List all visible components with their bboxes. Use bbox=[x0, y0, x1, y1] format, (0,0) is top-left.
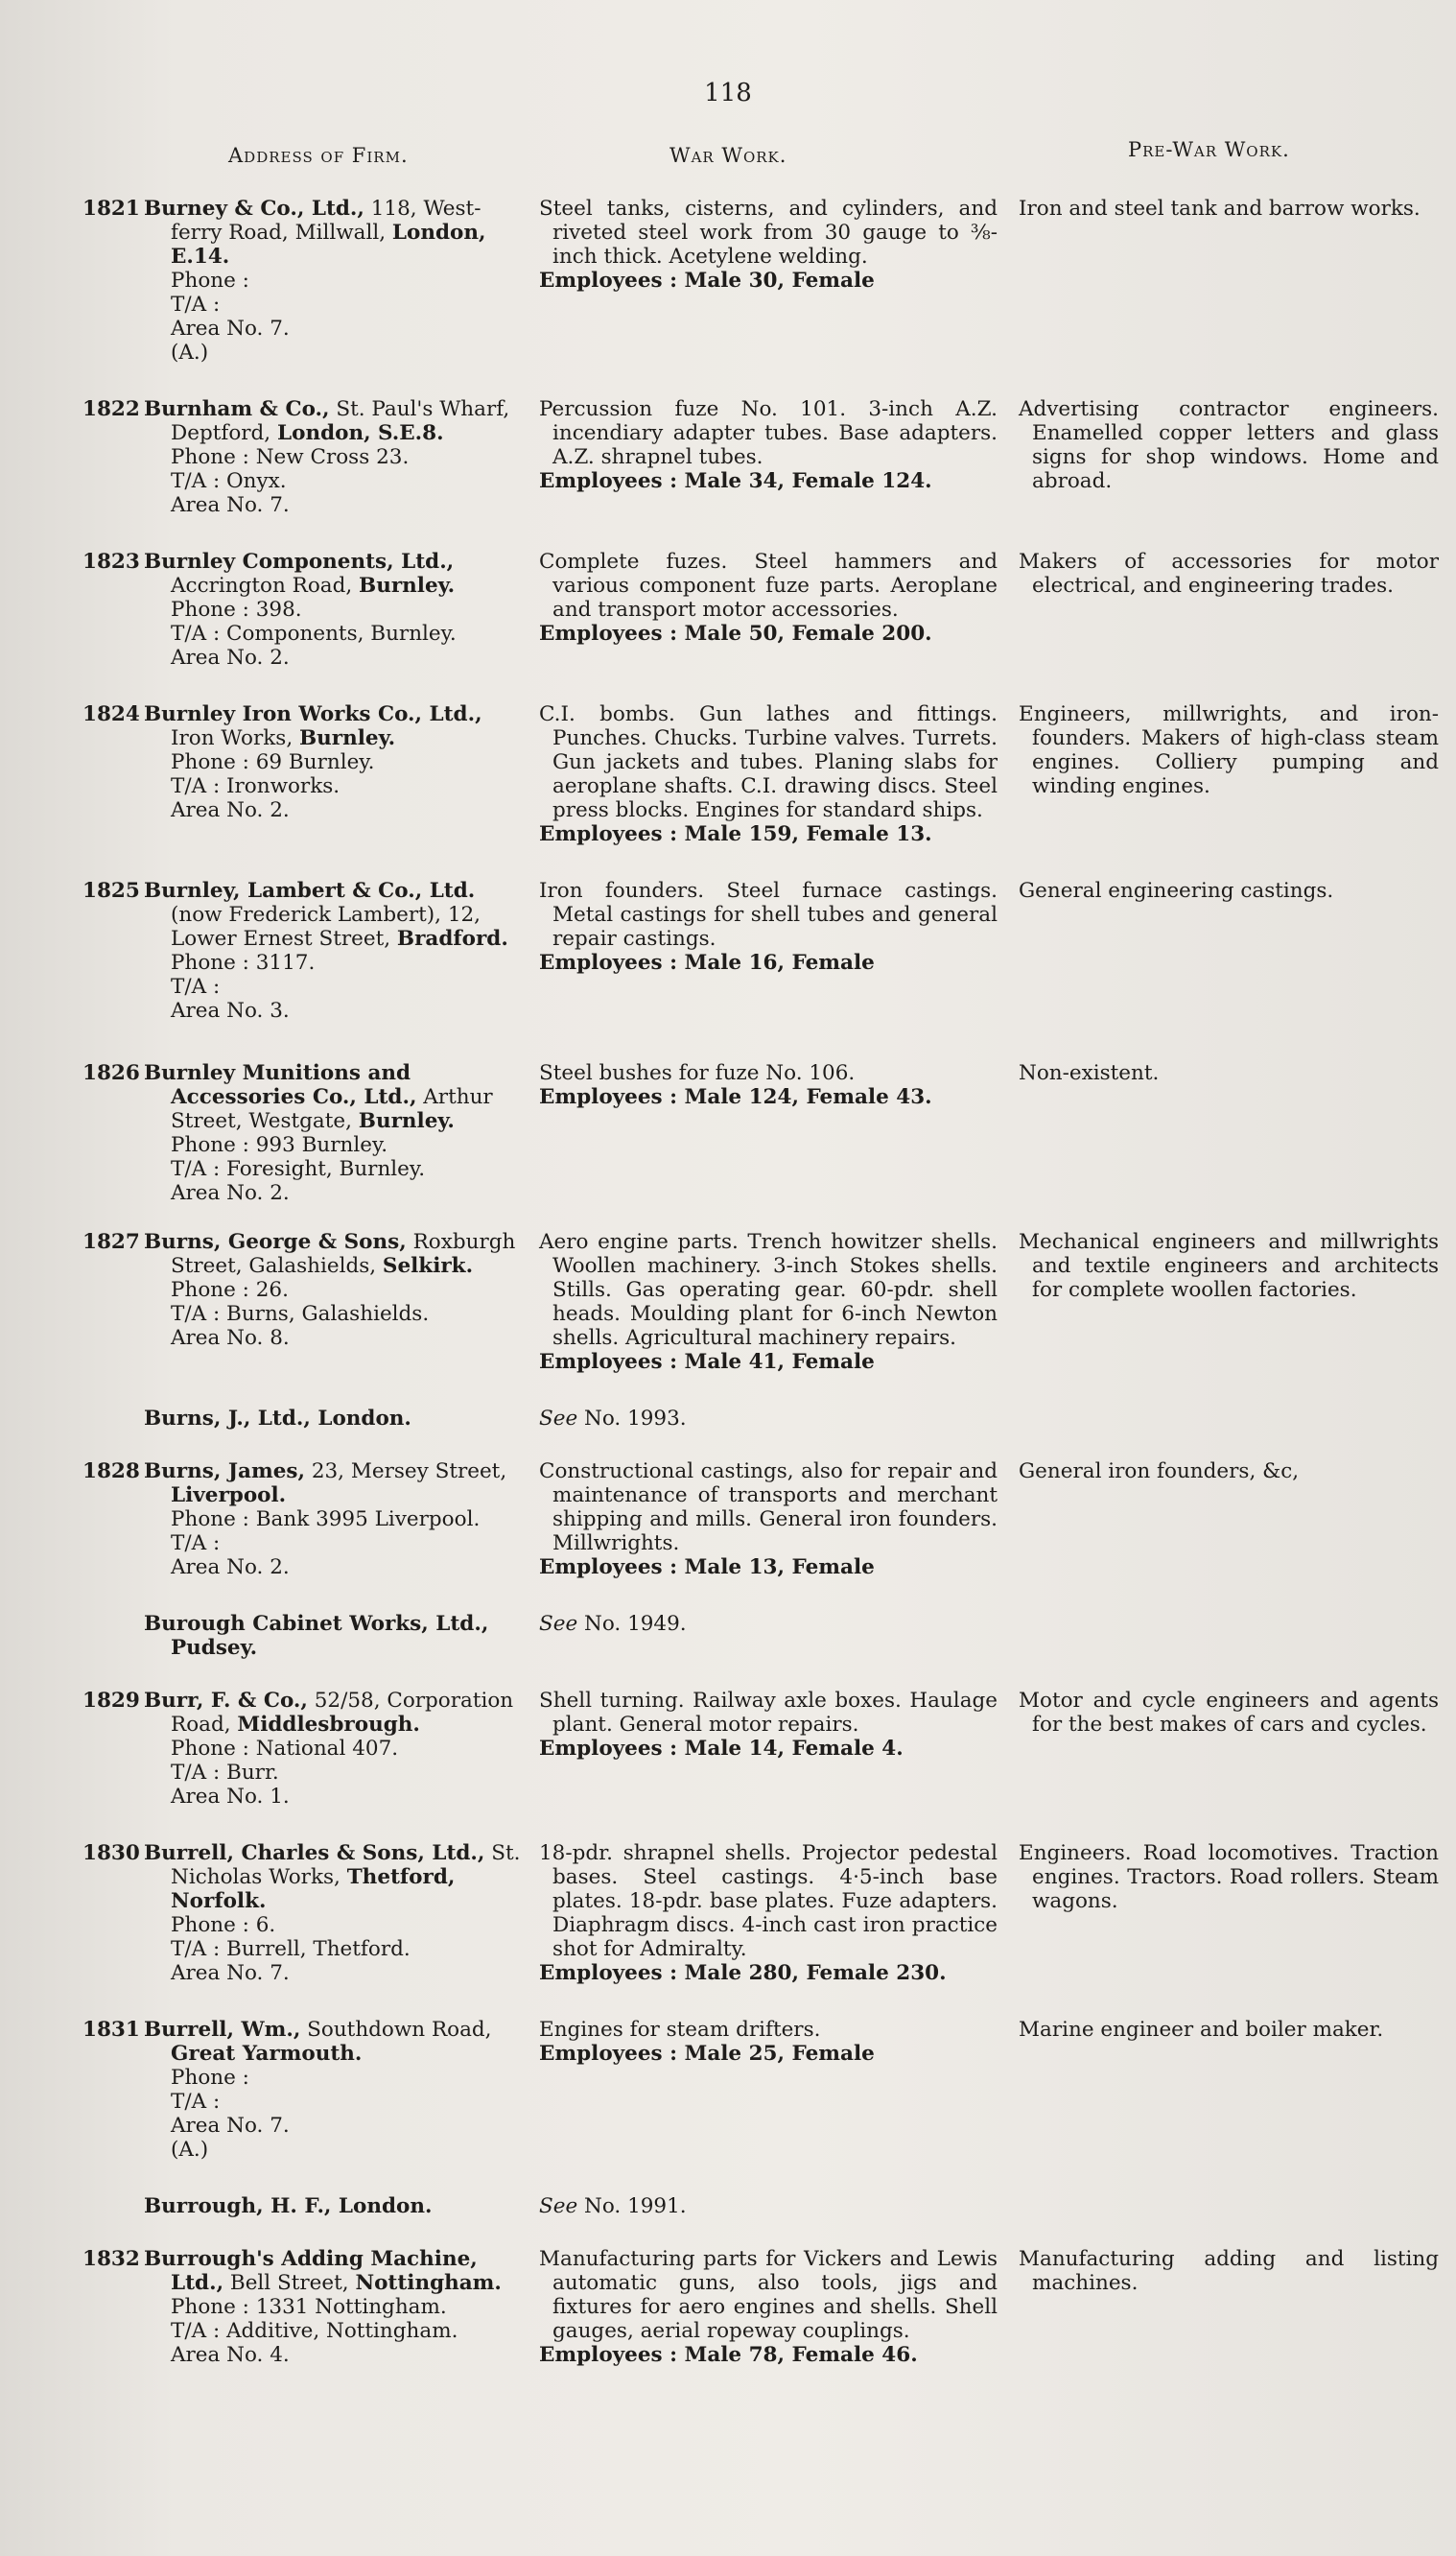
pre-war-work bbox=[1019, 1612, 1439, 1660]
pre-war-work: General iron founders, &c, bbox=[1019, 1459, 1300, 1483]
contact-detail: T/A : bbox=[171, 2090, 221, 2114]
firm-address bbox=[144, 879, 539, 1023]
contact-detail: (A.) bbox=[171, 341, 209, 365]
war-work-text: Shell turning. Railway axle boxes. Haulage plant. General motor repairs. bbox=[539, 1689, 998, 1737]
contact-detail: T/A : Ironworks. bbox=[171, 774, 341, 798]
entry-number: 1826 bbox=[82, 1061, 140, 1085]
firm-address bbox=[144, 702, 539, 846]
employees-count: Employees : Male 34, Female 124. bbox=[539, 469, 932, 493]
firm-name: Burnley Components, Ltd., bbox=[144, 550, 455, 574]
contact-detail: Area No. 7. bbox=[171, 493, 290, 517]
street-address: Southdown Road, bbox=[307, 2018, 492, 2042]
war-work bbox=[539, 1061, 1019, 1205]
page-number: 118 bbox=[704, 79, 752, 107]
firm-address bbox=[144, 2194, 539, 2218]
entry-number bbox=[82, 2194, 144, 2218]
firm-address bbox=[144, 1689, 539, 1809]
town: Liverpool. bbox=[171, 1483, 287, 1507]
pre-war-work: Mechanical engineers and millwrights and textile engineers and architects for complete woollen factories. bbox=[1019, 1230, 1439, 1302]
firm-name: Burnley, Lambert & Co., Ltd. bbox=[144, 879, 476, 903]
firm-address bbox=[144, 1230, 539, 1374]
directory-entry bbox=[82, 397, 1439, 517]
contact-detail: Phone : 993 Burnley. bbox=[171, 1133, 388, 1157]
town: Selkirk. bbox=[382, 1254, 474, 1278]
contact-detail: Phone : National 407. bbox=[171, 1737, 399, 1761]
employees-count: Employees : Male 280, Female 230. bbox=[539, 1961, 947, 1985]
contact-detail: Area No. 2. bbox=[171, 646, 290, 670]
firm-address bbox=[144, 1841, 539, 1985]
war-work bbox=[539, 2247, 1019, 2367]
directory-entry bbox=[82, 1061, 1425, 1205]
employees-count: Employees : Male 159, Female 13. bbox=[539, 822, 932, 846]
directory-entry bbox=[82, 1612, 1425, 1660]
firm-name: Burnley Munitions and Accessories Co., Ltd., bbox=[144, 1061, 417, 1109]
firm-address bbox=[144, 1061, 539, 1205]
contact-detail: T/A : Foresight, Burnley. bbox=[171, 1157, 426, 1181]
directory-entry bbox=[82, 1689, 1439, 1809]
firm-address bbox=[144, 397, 539, 517]
contact-detail: T/A : bbox=[171, 293, 221, 317]
firm-address bbox=[144, 2247, 539, 2367]
entry-list bbox=[82, 197, 1439, 2400]
pre-war-work: Makers of accessories for motor electrical, and engineering trades. bbox=[1019, 550, 1439, 598]
war-work bbox=[539, 702, 1019, 846]
pre-war-work: General engineering castings. bbox=[1019, 879, 1334, 903]
town: Bradford. bbox=[396, 927, 508, 951]
entry-number: 1832 bbox=[82, 2247, 140, 2271]
contact-detail: Area No. 1. bbox=[171, 1785, 290, 1809]
war-work-text: Manufacturing parts for Vickers and Lewis automatic guns, also tools, jigs and fixtures for aero engines and shells. Shell gauges, aerial ropeway couplings. bbox=[539, 2247, 998, 2343]
pre-war-work bbox=[1019, 1407, 1439, 1431]
see-reference: See bbox=[539, 1407, 578, 1431]
firm-name: Burney & Co., Ltd., bbox=[144, 197, 364, 221]
directory-entry bbox=[82, 550, 1439, 670]
town: Burnley. bbox=[358, 1109, 455, 1133]
pre-war-work bbox=[1019, 2194, 1439, 2218]
employees-count: Employees : Male 41, Female bbox=[539, 1350, 875, 1374]
directory-entry bbox=[82, 1230, 1439, 1374]
employees-count: Employees : Male 16, Female bbox=[539, 951, 875, 975]
employees-count: Employees : Male 124, Female 43. bbox=[539, 1085, 932, 1109]
firm-address bbox=[144, 1407, 539, 1431]
street-address: Roxburgh Street, Galashields, bbox=[171, 1230, 516, 1278]
entry-number bbox=[82, 1612, 144, 1660]
entry-number: 1823 bbox=[82, 550, 140, 574]
town: Great Yarmouth. bbox=[171, 2042, 363, 2066]
directory-entry bbox=[82, 197, 1425, 365]
employees-count: Employees : Male 30, Female bbox=[539, 269, 875, 293]
directory-entry bbox=[82, 1459, 1425, 1579]
war-work bbox=[539, 1230, 1019, 1374]
firm-name: Burns, George & Sons, bbox=[144, 1230, 407, 1254]
town: Thetford, Norfolk. bbox=[171, 1865, 456, 1913]
war-work bbox=[539, 1689, 1019, 1809]
war-work-text: Complete fuzes. Steel hammers and various component fuze parts. Aeroplane and transport motor accessories. bbox=[539, 550, 998, 622]
war-work-text: 18-pdr. shrapnel shells. Projector pedestal bases. Steel castings. 4·5-inch base plates. 18-pdr. base plates. Fuze adapters. Diaphragm discs. 4-inch cast iron practice shot for Admiralty. bbox=[539, 1841, 998, 1961]
street-address: (now Frederick Lambert), 12, Lower Ernest Street, bbox=[171, 903, 481, 951]
entry-number: 1825 bbox=[82, 879, 140, 903]
war-work bbox=[539, 879, 1019, 1023]
firm-address bbox=[144, 197, 539, 365]
firm-address bbox=[144, 1612, 539, 1660]
firm-name: Burns, J., Ltd., London. bbox=[144, 1407, 411, 1431]
firm-address bbox=[144, 550, 539, 670]
contact-detail: Area No. 2. bbox=[171, 1181, 290, 1205]
street-address: 52/58, Corporation Road, bbox=[171, 1689, 514, 1737]
contact-detail: T/A : bbox=[171, 1531, 221, 1555]
contact-detail: Phone : 26. bbox=[171, 1278, 289, 1302]
street-address: 23, Mersey Street, bbox=[311, 1459, 507, 1483]
firm-name: Burns, James, bbox=[144, 1459, 305, 1483]
firm-name: Burrell, Charles & Sons, Ltd., bbox=[144, 1841, 485, 1865]
contact-detail: T/A : Burrell, Thetford. bbox=[171, 1937, 411, 1961]
street-address: Iron Works, bbox=[171, 726, 294, 750]
contact-detail: Phone : New Cross 23. bbox=[171, 445, 410, 469]
entry-number: 1829 bbox=[82, 1689, 140, 1713]
pre-war-work: Marine engineer and boiler maker. bbox=[1019, 2018, 1384, 2042]
war-work-text: Aero engine parts. Trench howitzer shells. Woollen machinery. 3-inch Stokes shells. Stills. Gas operating gear. 60-pdr. shell heads. Moulding plant for 6-inch Newton shells. Agricultural machinery repairs. bbox=[539, 1230, 998, 1350]
war-work bbox=[539, 2194, 1019, 2218]
firm-name: Burrell, Wm., bbox=[144, 2018, 301, 2042]
directory-entry bbox=[82, 2018, 1425, 2162]
war-work bbox=[539, 1459, 1019, 1579]
contact-detail: Area No. 3. bbox=[171, 999, 290, 1023]
war-work bbox=[539, 397, 1019, 517]
pre-war-work: Non-existent. bbox=[1019, 1061, 1160, 1085]
war-work bbox=[539, 2018, 1019, 2162]
contact-detail: Phone : 1331 Nottingham. bbox=[171, 2295, 447, 2319]
town: Burnley. bbox=[359, 574, 456, 598]
contact-detail: Phone : Bank 3995 Liverpool. bbox=[171, 1507, 481, 1531]
column-header-address: Address of Firm. bbox=[228, 144, 409, 167]
street-address: St. Nicholas Works, bbox=[171, 1841, 521, 1889]
war-work-text: Iron founders. Steel furnace castings. Metal castings for shell tubes and general repair castings. bbox=[539, 879, 998, 951]
war-work-text: Percussion fuze No. 101. 3-inch A.Z. incendiary adapter tubes. Base adapters. A.Z. shrapnel tubes. bbox=[539, 397, 998, 469]
war-work bbox=[539, 1407, 1019, 1431]
war-work bbox=[539, 197, 1019, 365]
employees-count: Employees : Male 78, Female 46. bbox=[539, 2343, 918, 2367]
contact-detail: Area No. 7. bbox=[171, 1961, 290, 1985]
column-header-pre-war-work: Pre-War Work. bbox=[1128, 138, 1290, 161]
contact-detail: T/A : Burr. bbox=[171, 1761, 279, 1785]
pre-war-work: Engineers, millwrights, and iron-founders. Makers of high-class steam engines. Colliery pumping and winding engines. bbox=[1019, 702, 1439, 798]
entry-number: 1828 bbox=[82, 1459, 140, 1483]
war-work bbox=[539, 1841, 1019, 1985]
contact-detail: Phone : 398. bbox=[171, 598, 302, 622]
war-work-text: No. 1993. bbox=[584, 1407, 687, 1431]
entry-number bbox=[82, 1407, 144, 1431]
entry-number: 1824 bbox=[82, 702, 140, 726]
entry-number: 1827 bbox=[82, 1230, 140, 1254]
contact-detail: Area No. 8. bbox=[171, 1326, 290, 1350]
column-header-war-work: War Work. bbox=[669, 144, 787, 167]
firm-name: Burrough's Adding Machine, Ltd., bbox=[144, 2247, 478, 2295]
firm-name: Burr, F. & Co., bbox=[144, 1689, 308, 1713]
firm-name: Burough Cabinet Works, Ltd., Pudsey. bbox=[144, 1612, 489, 1660]
town: Middlesbrough. bbox=[237, 1713, 420, 1737]
directory-entry bbox=[82, 1407, 1425, 1431]
employees-count: Employees : Male 14, Female 4. bbox=[539, 1737, 904, 1761]
town: London, S.E.8. bbox=[276, 421, 444, 445]
war-work-text: Steel bushes for fuze No. 106. bbox=[539, 1061, 856, 1085]
street-address: Bell Street, bbox=[229, 2271, 349, 2295]
pre-war-work: Engineers. Road locomotives. Traction engines. Tractors. Road rollers. Steam wagons. bbox=[1019, 1841, 1439, 1913]
street-address: 118, West-ferry Road, Millwall, bbox=[171, 197, 481, 245]
contact-detail: Phone : 6. bbox=[171, 1913, 276, 1937]
entry-number: 1830 bbox=[82, 1841, 140, 1865]
street-address: Arthur Street, Westgate, bbox=[171, 1085, 493, 1133]
entry-number: 1822 bbox=[82, 397, 140, 421]
contact-detail: T/A : Burns, Galashields. bbox=[171, 1302, 430, 1326]
town: London, E.14. bbox=[171, 221, 486, 269]
contact-detail: Area No. 7. bbox=[171, 2114, 290, 2138]
firm-address bbox=[144, 2018, 539, 2162]
contact-detail: T/A : Onyx. bbox=[171, 469, 287, 493]
contact-detail: (A.) bbox=[171, 2138, 209, 2162]
entry-number: 1821 bbox=[82, 197, 140, 221]
directory-entry bbox=[82, 2194, 1425, 2218]
employees-count: Employees : Male 13, Female bbox=[539, 1555, 875, 1579]
war-work bbox=[539, 1612, 1019, 1660]
firm-name: Burnham & Co., bbox=[144, 397, 330, 421]
contact-detail: T/A : bbox=[171, 975, 221, 999]
contact-detail: Area No. 7. bbox=[171, 317, 290, 341]
war-work-text: No. 1991. bbox=[584, 2194, 687, 2218]
directory-entry bbox=[82, 879, 1425, 1023]
town: Nottingham. bbox=[355, 2271, 502, 2295]
pre-war-work: Advertising contractor engineers. Enamelled copper letters and glass signs for shop windows. Home and abroad. bbox=[1019, 397, 1439, 493]
employees-count: Employees : Male 25, Female bbox=[539, 2042, 875, 2066]
employees-count: Employees : Male 50, Female 200. bbox=[539, 622, 932, 646]
street-address: Accrington Road, bbox=[171, 574, 353, 598]
war-work-text: Constructional castings, also for repair and maintenance of transports and merchant shipping and mills. General iron founders. Millwrights. bbox=[539, 1459, 998, 1555]
contact-detail: Phone : bbox=[171, 2066, 249, 2090]
contact-detail: Phone : bbox=[171, 269, 249, 293]
contact-detail: Area No. 4. bbox=[171, 2343, 290, 2367]
war-work-text: Steel tanks, cisterns, and cylinders, and riveted steel work from 30 gauge to ⅜-inch thick. Acetylene welding. bbox=[539, 197, 998, 269]
firm-address bbox=[144, 1459, 539, 1579]
war-work bbox=[539, 550, 1019, 670]
directory-entry bbox=[82, 2247, 1439, 2367]
contact-detail: T/A : Additive, Nottingham. bbox=[171, 2319, 458, 2343]
directory-entry bbox=[82, 1841, 1439, 1985]
town: Burnley. bbox=[299, 726, 396, 750]
war-work-text: No. 1949. bbox=[584, 1612, 687, 1636]
pre-war-work: Manufacturing adding and listing machines. bbox=[1019, 2247, 1439, 2295]
street-address: St. Paul's Wharf, Deptford, bbox=[171, 397, 510, 445]
war-work-text: Engines for steam drifters. bbox=[539, 2018, 821, 2042]
war-work-text: C.I. bombs. Gun lathes and fittings. Punches. Chucks. Turbine valves. Turrets. Gun jackets and tubes. Planing slabs for aeroplane shafts. C.I. drawing discs. Steel press blocks. Engines for standard ships. bbox=[539, 702, 998, 822]
pre-war-work: Iron and steel tank and barrow works. bbox=[1019, 197, 1421, 221]
contact-detail: Area No. 2. bbox=[171, 1555, 290, 1579]
firm-name: Burrough, H. F., London. bbox=[144, 2194, 433, 2218]
firm-name: Burnley Iron Works Co., Ltd., bbox=[144, 702, 482, 726]
see-reference: See bbox=[539, 2194, 578, 2218]
contact-detail: T/A : Components, Burnley. bbox=[171, 622, 457, 646]
contact-detail: Area No. 2. bbox=[171, 798, 290, 822]
entry-number: 1831 bbox=[82, 2018, 140, 2042]
directory-entry bbox=[82, 702, 1439, 846]
pre-war-work: Motor and cycle engineers and agents for the best makes of cars and cycles. bbox=[1019, 1689, 1439, 1737]
contact-detail: Phone : 69 Burnley. bbox=[171, 750, 375, 774]
see-reference: See bbox=[539, 1612, 578, 1636]
contact-detail: Phone : 3117. bbox=[171, 951, 316, 975]
